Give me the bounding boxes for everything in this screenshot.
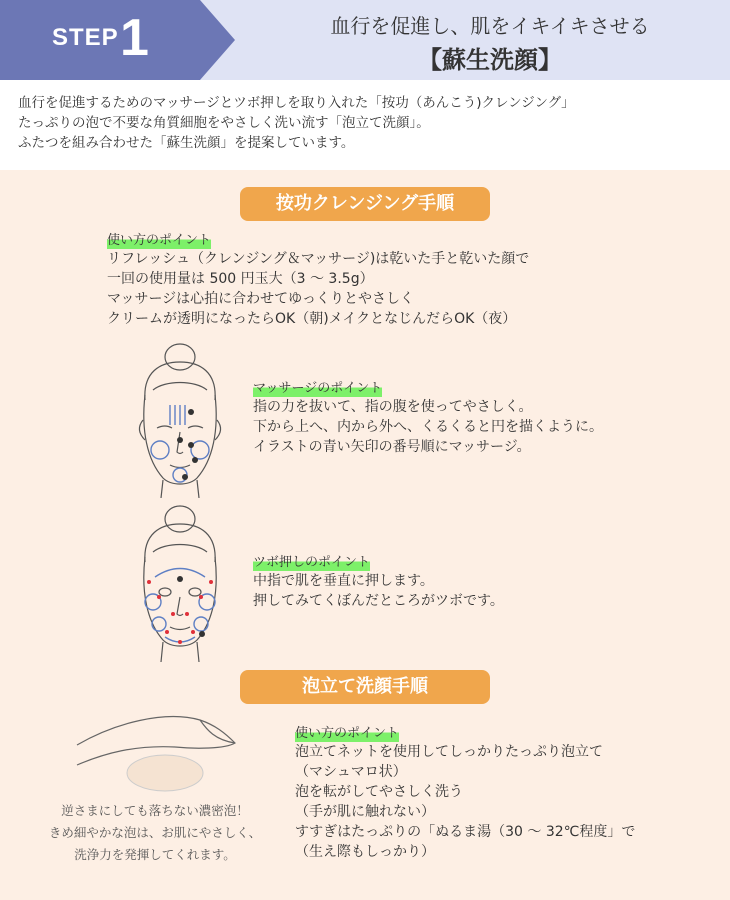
header-title: 【蘇生洗顔】 [418, 46, 562, 74]
massage-line: 下から上へ、内から外へ、くるくると円を描くように。 [253, 419, 603, 435]
foam-line: （手が肌に触れない） [295, 804, 435, 820]
foam-point-label-wrap [295, 723, 399, 743]
foam-caption [40, 800, 270, 866]
massage-line: イラストの青い矢印の番号順にマッサージ。 [253, 439, 531, 455]
foam-caption-line: 洗浄力を発揮してくれます。 [74, 847, 236, 862]
foam-caption-line: きめ細やかな泡は、お肌にやさしく、 [48, 825, 262, 840]
intro-line: 血行を促進するためのマッサージとツボ押しを取り入れた「按功（あんこう)クレンジング」 [18, 95, 575, 111]
intro-text [18, 93, 718, 153]
foam-line: 泡を転がしてやさしく洗う [295, 784, 463, 800]
foam-point-label: 使い方のポイント [295, 726, 400, 741]
step-label: STEP [52, 24, 119, 51]
foam-caption-line: 逆さまにしても落ちない濃密泡！ [61, 803, 249, 818]
foam-line: （マシュマロ状） [295, 764, 407, 780]
cleansing-point-label-wrap [107, 230, 211, 250]
intro-line: ふたつを組み合わせた「蘇生洗顔」を提案しています。 [18, 135, 355, 151]
acupressure-face-illustration [125, 502, 235, 662]
header-subtitle: 血行を促進し、肌をイキイキさせる [330, 14, 650, 38]
foam-points [295, 742, 635, 862]
cleansing-points [107, 249, 529, 329]
cleansing-line: 一回の使用量は 500 円玉大（3 ～ 3.5g） [107, 271, 374, 287]
acupressure-line: 中指で肌を垂直に押します。 [253, 573, 434, 589]
acupressure-line: 押してみてくぼんだところがツボです。 [253, 593, 504, 609]
foam-hand-illustration [75, 705, 245, 795]
intro-line: たっぷりの泡で不要な角質細胞をやさしく洗い流す「泡立て洗顔」。 [18, 115, 430, 131]
massage-points [253, 397, 603, 457]
foam-line: 泡立てネットを使用してしっかりたっぷり泡立て [295, 744, 603, 760]
step-header [0, 0, 730, 80]
cleansing-point-label: 使い方のポイント [107, 233, 212, 248]
massage-face-illustration [125, 340, 235, 498]
cleansing-line: リフレッシュ（クレンジング＆マッサージ)は乾いた手と乾いた顔で [107, 251, 530, 267]
acupressure-points [253, 571, 504, 611]
massage-point-label: マッサージのポイント [253, 381, 383, 396]
cleansing-line: マッサージは心拍に合わせてゆっくりとやさしく [107, 291, 415, 307]
massage-point-label-wrap [253, 378, 382, 398]
foam-line: すすぎはたっぷりの「ぬるま湯（30 ～ 32℃程度」で [295, 824, 636, 840]
acupressure-point-label-wrap [253, 552, 370, 572]
acupressure-point-label: ツボ押しのポイント [253, 555, 371, 570]
cleansing-line: クリームが透明になったらOK（朝)メイクとなじんだらOK（夜） [107, 311, 517, 327]
cleansing-heading: 按功クレンジング手順 [240, 187, 490, 221]
foam-heading: 泡立て洗顔手順 [240, 670, 490, 704]
foam-line: （生え際もしっかり） [295, 844, 435, 860]
step-number: 1 [120, 9, 149, 67]
massage-line: 指の力を抜いて、指の腹を使ってやさしく。 [253, 399, 533, 415]
